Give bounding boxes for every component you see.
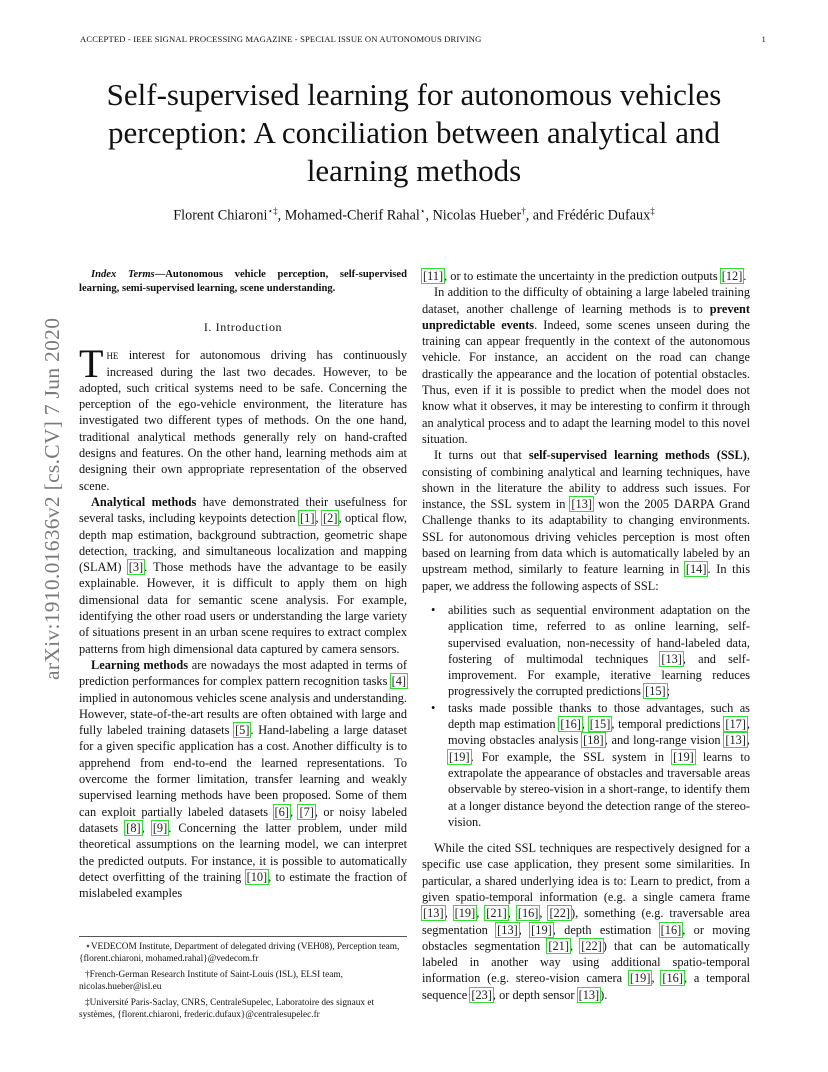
footnote-vedecom: ⋆VEDECOM Institute, Department of delegated driving (VEH08), Perception team, {florent.chiaroni, mohamed.rahal}@vedecom.fr (79, 942, 400, 964)
paragraph-text: , or depth sensor (492, 987, 578, 1002)
left-column (79, 268, 407, 901)
author-separator: , (425, 207, 433, 224)
author-affiliation-mark: ‡ (650, 206, 655, 216)
citation-link[interactable]: [8] (126, 820, 141, 835)
arxiv-sidebar-stamp: arXiv:1910.01636v2 [cs.CV] 7 Jun 2020 (40, 317, 64, 680)
paragraph-text: ) that can be automatically labeled in another way using additional spatio-temporal information (e.g. stereo-vision camera (422, 938, 750, 986)
page-number: 1 (761, 34, 766, 44)
paragraph-text: . For example, the SSL system in (470, 749, 673, 764)
citation-link[interactable]: [16] (660, 922, 682, 937)
citation-link[interactable]: [19] (449, 749, 470, 764)
author-affiliation-mark: ⋆ (419, 206, 426, 216)
citation-link[interactable]: [5] (235, 723, 250, 738)
citation-link[interactable]: [16] (662, 971, 683, 986)
paragraph-text: It turns out that (434, 448, 529, 463)
citation-link[interactable]: [13] (661, 651, 682, 666)
title-line-1: Self-supervised learning for autonomous vehicles (106, 77, 722, 112)
citation-link[interactable]: [13] (497, 922, 518, 937)
citation-link[interactable]: [19] (673, 749, 694, 764)
paragraph-text: ), something (e.g. traversable area segmentation (422, 906, 751, 937)
citation-link[interactable]: [23] (471, 987, 492, 1002)
intro-paragraph-2: Analytical methods have demonstrated their usefulness for several tasks, including keypoints detection [1], [2], optical flow, depth map estimation, background subtraction, geometric shape detection, tracking, and simultaneous localization and mapping (SLAM) [3]. Those methods have the advantage to be easily explainable. However, it is difficult to apply them on high dimensional data for semantic scene analysis. For example, identifying the other road users or understanding the large variety of situations present in an urban scene requires to extract complex patterns from high dimensional data captured by camera sensors. (79, 494, 407, 656)
paragraph-text: learns to extrapolate the appearance of obstacles and traversable areas observable by stereo-vision in a short-range, to identify them at a longer distance beyond the detection range of the stereo-vision. (448, 749, 750, 829)
author-name: Mohamed-Cherif Rahal (284, 207, 420, 224)
citation-link[interactable]: [2] (323, 511, 338, 526)
index-terms-label: Index Terms (91, 269, 155, 280)
intro-paragraph-3-continued: [11], or to estimate the uncertainty in the prediction outputs [12]. (423, 269, 747, 283)
paragraph-text: abilities such as sequential environment adaptation on the application time, referred to as online learning, self-supervised evaluation, non-necessity of hand-labeled data, fostering of multimodal techniques (448, 602, 750, 666)
citation-link[interactable]: [15] (589, 717, 611, 732)
bold-term: Analytical methods (91, 494, 197, 509)
citation-link[interactable]: [13] (571, 497, 592, 512)
paragraph-text: . Hand-labeling a large dataset for a given specific application has a cost. Another difficulty is to apprehend from end-to-end the learned representations. To overcome the former limitation, transfer learning and weakly supervised learning methods have been proposed. Some of them can exploit partially labeled datasets (79, 723, 407, 819)
paragraph-text: , to estimate the fraction of mislabeled examples (79, 869, 407, 901)
citation-link[interactable]: [13] (423, 906, 444, 921)
first-word: he (106, 348, 119, 363)
list-item (431, 602, 750, 700)
paragraph-text: , depth estimation (552, 922, 660, 937)
paragraph-text: In addition to the difficulty of obtaining a large labeled training dataset, another challenge of learning methods is to (422, 285, 750, 316)
citation-link[interactable]: [14] (685, 562, 707, 577)
right-column (422, 268, 750, 1003)
paragraph-text: , consisting of combining analytical and learning techniques, have shown in the literature the ability to address such issues. For instance, the SSL system in (422, 448, 750, 512)
author-affiliation-mark: ⋆‡ (267, 206, 278, 216)
citation-link[interactable]: [9] (152, 820, 168, 835)
paragraph-text: , optical flow, depth map estimation, background subtraction, geometric shape detection, tracking, and simultaneous localization and mapping (SLAM) (79, 511, 407, 575)
citation-link[interactable]: [16] (560, 717, 581, 732)
citation-link[interactable]: [15] (645, 684, 666, 699)
author-name: Florent Chiaroni (173, 207, 268, 224)
citation-link[interactable]: [19] (454, 906, 476, 921)
citation-link[interactable]: [21] (486, 906, 507, 921)
bold-term: prevent unpredictable events (422, 301, 750, 332)
citation-link[interactable]: [21] (548, 938, 569, 953)
paragraph-text: ; (666, 684, 671, 699)
bold-term: self-supervised learning methods (SSL) (528, 448, 747, 463)
citation-link[interactable]: [16] (517, 906, 539, 921)
author-separator: , (277, 207, 285, 224)
paragraph-text: have demonstrated their usefulness for several tasks, including keypoints detection (79, 494, 407, 526)
paragraph-text: , or noisy labeled datasets (79, 804, 408, 835)
index-terms (79, 268, 407, 295)
citation-link[interactable]: [22] (581, 938, 602, 953)
citation-link[interactable]: [7] (299, 804, 314, 819)
paragraph-text: implied in autonomous vehicles scene analysis and understanding. However, state-of-the-art results are often obtained with large and fully labeled training datasets (79, 690, 407, 738)
citation-link[interactable]: [12] (721, 269, 743, 283)
paper-title (60, 76, 768, 190)
citation-link[interactable]: [10] (246, 869, 268, 884)
running-header (80, 34, 766, 44)
index-terms-text: —Autonomous vehicle perception, self-supervised learning, semi-supervised learning, scene understanding. (79, 269, 407, 294)
paragraph-text: , moving obstacles analysis (448, 717, 751, 748)
intro-paragraph-1 (79, 341, 407, 494)
section-heading-introduction: I. Introduction (203, 320, 283, 334)
citation-link[interactable]: [19] (629, 971, 651, 986)
intro-paragraph-5 (422, 447, 750, 594)
citation-link[interactable]: [18] (583, 733, 604, 748)
list-item: • tasks made possible thanks to those advantages, such as depth map estimation [16], [15], temporal predictions [17], moving obstacles analysis [18], and long-range vision [13], [19]. For example, the SSL system in [19] learns to extrapolate the appearance of obstacles and traversable areas observable by stereo-vision in a short-range, to identify them at a longer distance beyond the detection range of the stereo-vision. (431, 700, 751, 829)
paragraph-text: , and long-range vision (604, 733, 725, 748)
paragraph-text: While the cited SSL techniques are respectively designed for a specific use case application, they present some similarities. In particular, a shared underlying idea is to: Learn to predict, from a given spatio-temporal information (e.g. a single camera frame (422, 841, 750, 904)
citation-link[interactable]: [17] (725, 717, 746, 732)
citation-link[interactable]: [19] (531, 922, 552, 937)
intro-paragraph-4 (422, 284, 750, 447)
paragraph-text: tasks made possible thanks to those advantages, such as depth map estimation (448, 700, 750, 732)
paragraph-text: , or to estimate the uncertainty in the prediction outputs (444, 269, 721, 283)
author-name: Nicolas Hueber (432, 207, 522, 224)
citation-link[interactable]: [13] (578, 987, 600, 1002)
author-separator: , and (525, 207, 557, 224)
citation-link[interactable]: [22] (549, 906, 571, 921)
running-title: ACCEPTED - IEEE SIGNAL PROCESSING MAGAZINE - SPECIAL ISSUE ON AUTONOMOUS DRIVING (80, 34, 482, 44)
footnote-paris-saclay: ‡Université Paris-Saclay, CNRS, CentraleSupelec, Laboratoire des signaux et systèmes, {florent.chiaroni, frederic.dufaux}@centralesupelec.fr (79, 998, 375, 1020)
bullet-icon: • (431, 602, 436, 617)
footnote-isl: †French-German Research Institute of Saint-Louis (ISL), ELSI team, nicolas.hueber@isl.eu (79, 970, 343, 992)
paragraph-text: . Those methods have the advantage to be easily explainable. However, it is difficult to apply them on high dimensional data for semantic scene analysis. For example, identifying the other road users or understanding the large variety of situations present in an urban scene requires to extract complex patterns from high dimensional data captured by camera sensors. (79, 560, 407, 656)
paragraph-text: . In this paper, we address the following aspects of SSL: (422, 562, 751, 593)
intro-paragraph-6: While the cited SSL techniques are respectively designed for a specific use case application, they present some similarities. In particular, a shared underlying idea is to: Learn to predict, from a given spatio-temporal information (e.g. a single camera frame [13], [19], [21], [16], [22]), something (e.g. traversable area segmentation [13], [19], depth estimation [16], or moving obstacles segmentation [21], [22]) that can be automatically labeled in another way using additional spatio-temporal information (e.g. stereo-vision camera [19], [16], a temporal sequence [23], or depth sensor [13]). (422, 841, 751, 1002)
author-affiliation-mark: † (521, 206, 526, 216)
bold-term: Learning methods (91, 657, 188, 672)
paragraph-text: . Concerning the latter problem, under mild theoretical assumptions on the learning model, we can interpret the predicted outputs. For instance, it is possible to automatically detect overfitting of the training (79, 820, 407, 884)
paragraph-text: , or moving obstacles segmentation (422, 922, 750, 953)
paragraph-text: ). (600, 987, 608, 1002)
paragraph-text: . Indeed, some scenes unseen during the training can appear frequently in the context of the autonomous vehicle. For instance, an accident on the road can change drastically the appearance and the location of potential obstacles. Thus, even if it is possible to predict when the model does not know what it observes, it may be interesting to confirm it through an analytical process and to adapt the learning model to this novel situation. (422, 317, 750, 446)
bullet-icon: • (431, 700, 436, 715)
paragraph-text: , a temporal sequence (422, 971, 751, 1002)
footnotes (79, 936, 407, 1025)
drop-cap: T (79, 341, 104, 387)
citation-link[interactable]: [11] (423, 269, 444, 283)
paragraph-text: interest for autonomous driving has continuously increased during the last two decades. However, to be adopted, such critical systems need to be safe. Concerning the perception of the ego-vehicle environment, the literature has investigated two different types of methods. On the one hand, traditional analytical methods generally rely on hand-crafted designs and features. On the other hand, learning methods aim at designing their own appropriate representation of the observed scene. (79, 348, 407, 493)
citation-link[interactable]: [4] (391, 674, 406, 689)
ssl-aspects-list (422, 602, 750, 830)
author-name: Frédéric Dufaux (556, 207, 651, 224)
paragraph-text: are nowadays the most adapted in terms of prediction performances for complex pattern recognition tasks (79, 657, 407, 689)
paragraph-text: won the 2005 DARPA Grand Challenge thanks to its adaptability to changing environments. SSL for autonomous driving vehicles perception is most often based on learning from data which is automatically labeled by an upstream method, similarly to feature learning in (422, 497, 750, 577)
paragraph-text: , temporal predictions (611, 717, 725, 732)
citation-link[interactable]: [13] (725, 733, 746, 748)
paragraph-text: , and self-improvement. For example, iterative learning reduces progressively the corrupted predictions (448, 651, 750, 699)
intro-paragraph-3: Learning methods are nowadays the most adapted in terms of prediction performances for complex pattern recognition tasks [4] implied in autonomous vehicles scene analysis and understanding. However, state-of-the-art results are often obtained with large and fully labeled training datasets [5]. Hand-labeling a large dataset for a given specific application has a cost. Another difficulty is to apprehend from end-to-end the learned representations. To overcome the former limitation, transfer learning and weakly supervised learning methods have been proposed. Some of them can exploit partially labeled datasets [6], [7], or noisy labeled datasets [8], [9]. Concerning the latter problem, under mild theoretical assumptions on the learning model, we can interpret the predicted outputs. For instance, it is possible to automatically detect overfitting of the training [10], to estimate the fraction of mislabeled examples (79, 657, 408, 901)
citation-link[interactable]: [1] (300, 511, 315, 526)
citation-link[interactable]: [3] (128, 560, 144, 575)
title-line-2: perception: A conciliation between analytical and (107, 115, 721, 150)
citation-link[interactable]: [6] (274, 804, 289, 819)
title-line-3: learning methods (306, 153, 522, 188)
author-list (60, 206, 768, 225)
